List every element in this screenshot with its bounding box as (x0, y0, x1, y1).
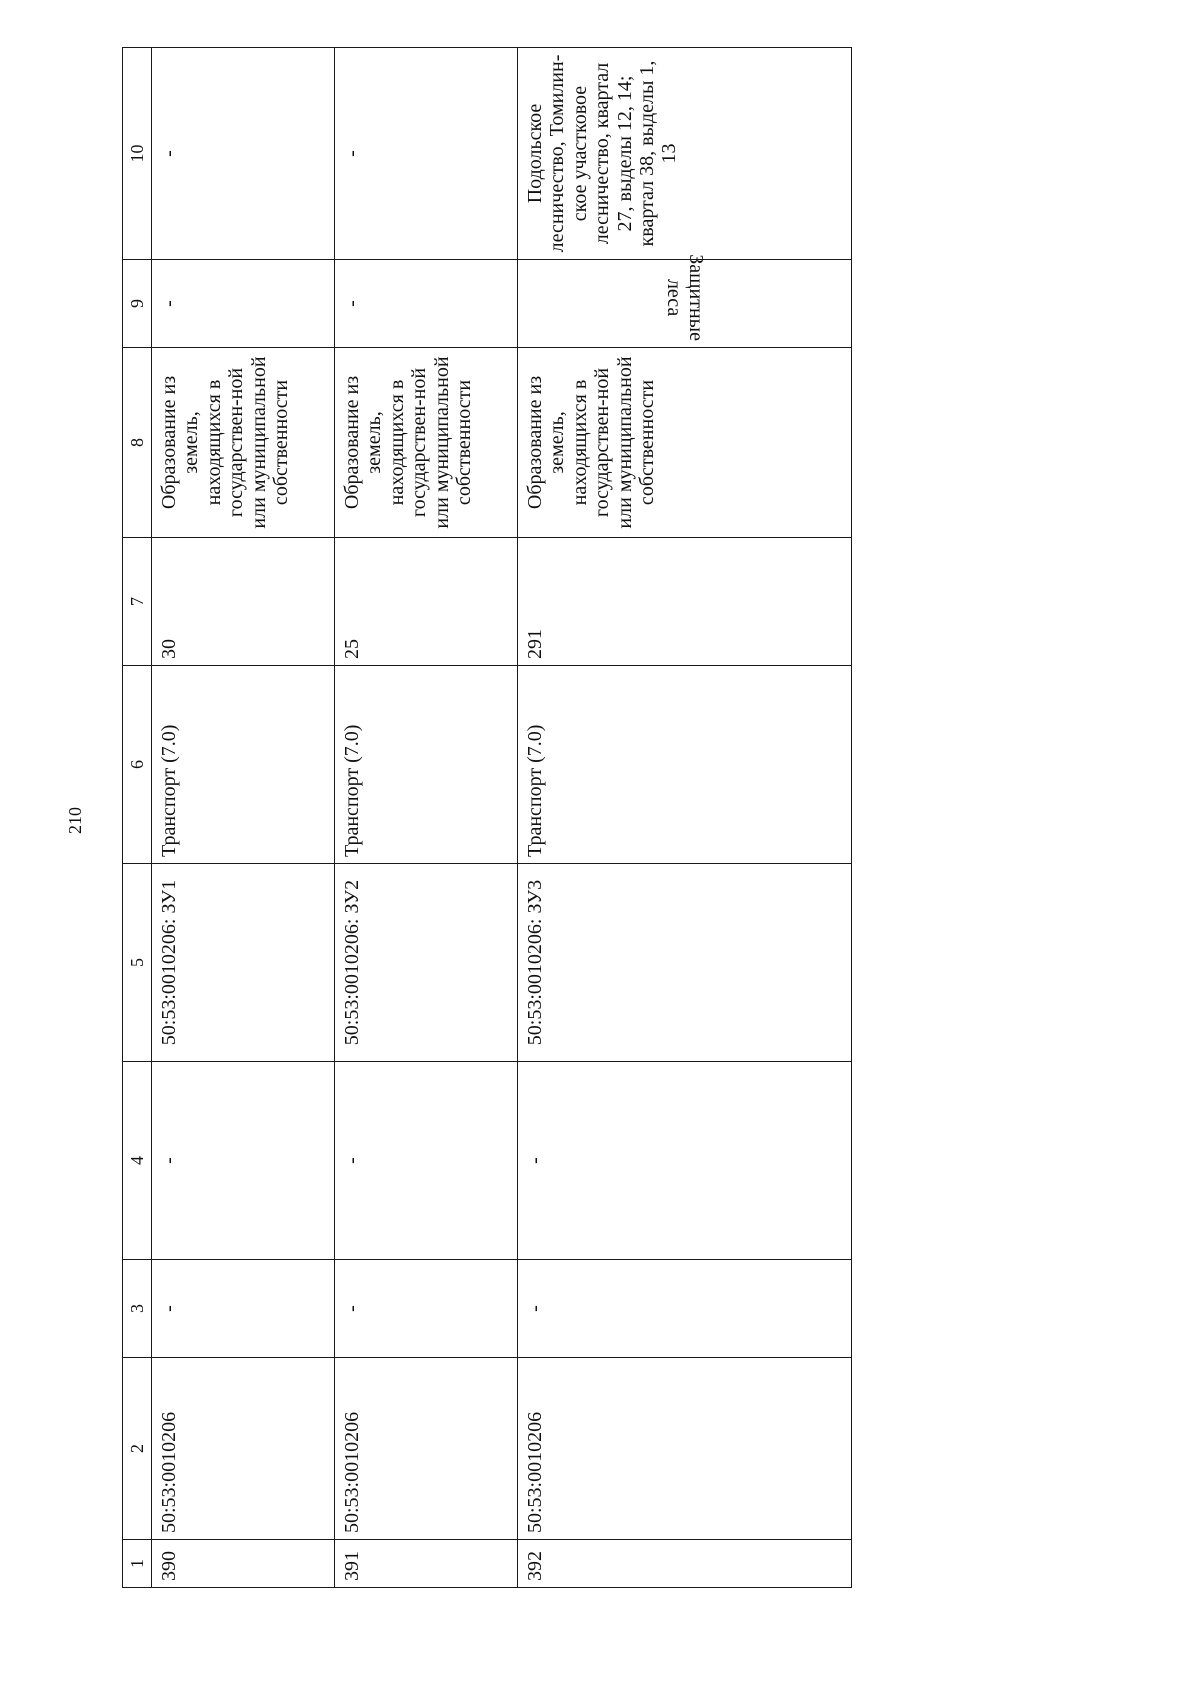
table-row (152, 48, 335, 1588)
header-col-1: 1 (123, 1540, 152, 1588)
cell-cadastral-block: 50:53:0010206 (518, 1358, 852, 1540)
forest-category-label: Защитные леса (662, 254, 707, 341)
table-row (518, 48, 852, 1588)
header-col-8: 8 (123, 348, 152, 538)
header-col-6: 6 (123, 666, 152, 864)
cell-col-10: - (335, 48, 518, 260)
cell-col-3: - (518, 1260, 852, 1358)
table-row (335, 48, 518, 1588)
header-col-9: 9 (123, 260, 152, 348)
cell-forest-location: Подольское лесничество, Томилин-ское участковое лесничество, квартал 27, выделы 12, 14; квартал 38, выделы 1, 13 (518, 48, 852, 260)
cell-forest-category (518, 254, 852, 348)
cell-col-4: - (335, 1062, 518, 1260)
cell-area: 25 (335, 538, 518, 666)
cell-col-3: - (335, 1260, 518, 1358)
cell-number: 391 (335, 1540, 518, 1588)
cell-col-9: - (152, 260, 335, 348)
cell-number: 392 (518, 1540, 852, 1588)
cell-area: 291 (518, 538, 852, 666)
cell-formation-method: Образование из земель, находящихся в государствен-ной или муниципальной собственности (335, 348, 518, 538)
cell-area: 30 (152, 538, 335, 666)
header-col-2: 2 (123, 1358, 152, 1540)
cell-land-use: Транспорт (7.0) (518, 666, 852, 864)
cell-formation-method: Образование из земель, находящихся в государствен-ной или муниципальной собственности (518, 348, 852, 538)
cell-col-9: - (335, 260, 518, 348)
header-row (123, 48, 152, 1588)
cell-plot-id: 50:53:0010206: ЗУ3 (518, 864, 852, 1062)
cell-col-10: - (152, 48, 335, 260)
cell-col-3: - (152, 1260, 335, 1358)
page-number: 210 (65, 807, 85, 834)
header-col-5: 5 (123, 864, 152, 1062)
cell-cadastral-block: 50:53:0010206 (335, 1358, 518, 1540)
cell-number: 390 (152, 1540, 335, 1588)
cell-land-use: Транспорт (7.0) (335, 666, 518, 864)
header-col-7: 7 (123, 538, 152, 666)
header-col-4: 4 (123, 1062, 152, 1260)
cell-formation-method: Образование из земель, находящихся в государствен-ной или муниципальной собственности (152, 348, 335, 538)
cell-col-4: - (518, 1062, 852, 1260)
land-plots-table-container (122, 48, 852, 1588)
header-col-3: 3 (123, 1260, 152, 1358)
cell-plot-id: 50:53:0010206: ЗУ2 (335, 864, 518, 1062)
cell-cadastral-block: 50:53:0010206 (152, 1358, 335, 1540)
cell-col-4: - (152, 1062, 335, 1260)
land-plots-table (122, 47, 852, 1588)
cell-plot-id: 50:53:0010206: ЗУ1 (152, 864, 335, 1062)
header-col-10: 10 (123, 48, 152, 260)
cell-land-use: Транспорт (7.0) (152, 666, 335, 864)
